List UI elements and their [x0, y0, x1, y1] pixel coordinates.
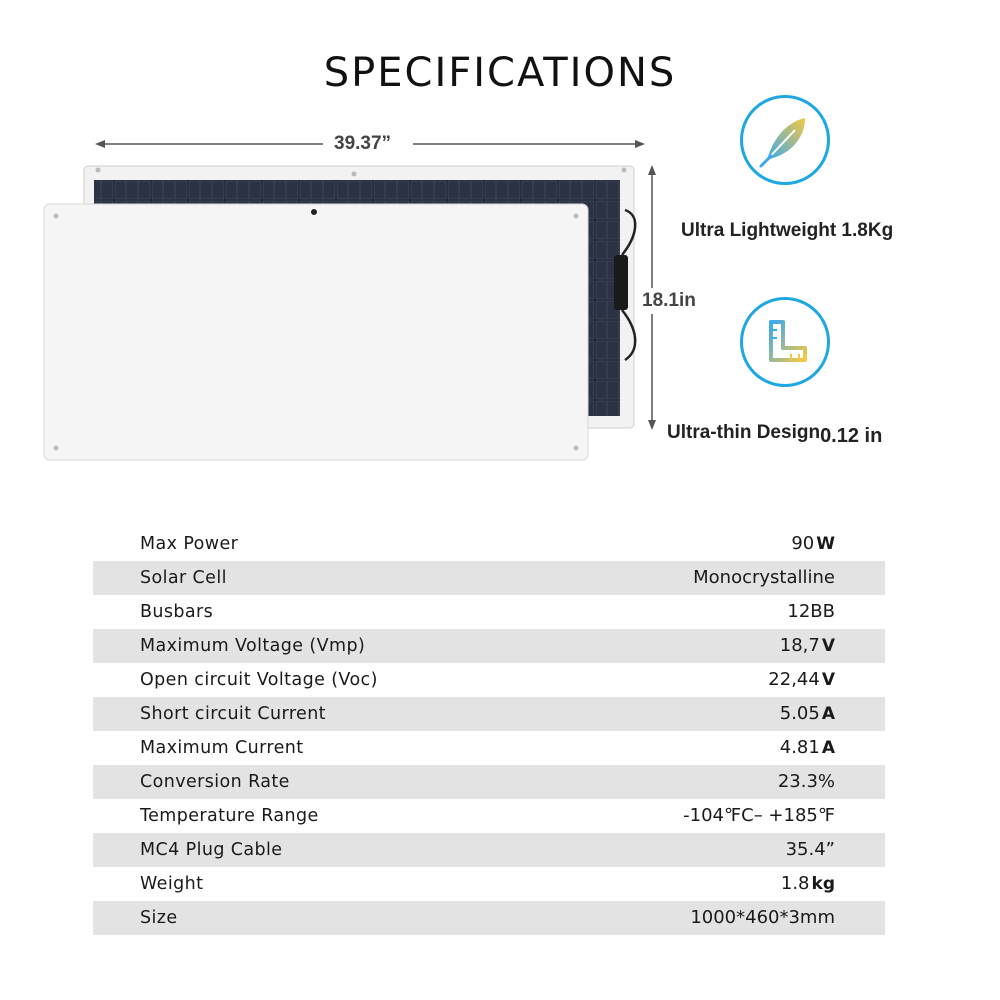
- height-label: 18.1in: [642, 288, 696, 314]
- spec-value: [690, 901, 835, 935]
- page-title: SPECIFICATIONS: [323, 50, 677, 96]
- spec-label: Size: [140, 908, 178, 928]
- thickness-ruler-icon: [740, 297, 830, 387]
- spec-value-number: 90: [791, 533, 815, 554]
- spec-value-number: 1000*460*3mm: [690, 907, 835, 928]
- spec-row: [93, 799, 885, 833]
- spec-value: [787, 595, 835, 629]
- spec-value: [683, 799, 835, 833]
- spec-row: [93, 629, 885, 663]
- spec-label: Max Power: [140, 534, 239, 554]
- spec-value-number: 5.05: [779, 703, 820, 724]
- spec-row: [93, 867, 885, 901]
- spec-row: [93, 833, 885, 867]
- spec-value: [780, 731, 835, 765]
- spec-label: MC4 Plug Cable: [140, 840, 283, 860]
- spec-value-number: 12BB: [787, 601, 835, 622]
- spec-value-number: 4.81: [779, 737, 820, 758]
- feature-ultra-thin-label: Ultra-thin Design0.12 in: [667, 422, 883, 447]
- spec-value: [781, 867, 835, 901]
- spec-label: Short circuit Current: [140, 704, 326, 724]
- spec-row: [93, 901, 885, 935]
- spec-value: [780, 629, 835, 663]
- width-label: 39.37”: [334, 133, 392, 154]
- spec-label: Maximum Current: [140, 738, 304, 758]
- spec-value-unit: A: [821, 738, 835, 758]
- spec-label: Conversion Rate: [140, 772, 290, 792]
- spec-label: Temperature Range: [140, 806, 319, 826]
- spec-value-number: Monocrystalline: [693, 567, 835, 588]
- spec-row: [93, 731, 885, 765]
- spec-value-unit: W: [816, 534, 835, 554]
- spec-value-unit: A: [821, 704, 835, 724]
- spec-value-number: -104℉C– +185℉: [683, 805, 835, 826]
- spec-value: [768, 663, 835, 697]
- spec-label: Maximum Voltage (Vmp): [140, 636, 366, 656]
- spec-label: Busbars: [140, 602, 214, 622]
- spec-value-number: 18,7: [779, 635, 820, 656]
- spec-value-number: 22,44: [768, 669, 820, 690]
- spec-row: [93, 527, 885, 561]
- feature-lightweight-label: Ultra Lightweight 1.8Kg: [681, 220, 894, 241]
- spec-value-unit: V: [821, 636, 835, 656]
- specs-table: [93, 527, 885, 935]
- feather-icon: [740, 95, 830, 185]
- spec-value: [693, 561, 835, 595]
- spec-value-number: 1.8: [780, 873, 810, 894]
- spec-row: [93, 697, 885, 731]
- spec-value: [780, 697, 835, 731]
- spec-row: [93, 561, 885, 595]
- spec-value: [791, 527, 835, 561]
- spec-label: Open circuit Voltage (Voc): [140, 670, 378, 690]
- spec-label: Solar Cell: [140, 568, 227, 588]
- spec-value: [786, 833, 835, 867]
- spec-value-unit: V: [821, 670, 835, 690]
- spec-value-number: 23.3%: [777, 771, 835, 792]
- spec-value: [778, 765, 835, 799]
- solar-panel-image: [40, 160, 640, 465]
- spec-value-unit: kg: [811, 874, 835, 894]
- spec-row: [93, 595, 885, 629]
- spec-row: [93, 765, 885, 799]
- spec-value-number: 35.4”: [785, 839, 835, 860]
- spec-label: Weight: [140, 874, 204, 894]
- spec-row: [93, 663, 885, 697]
